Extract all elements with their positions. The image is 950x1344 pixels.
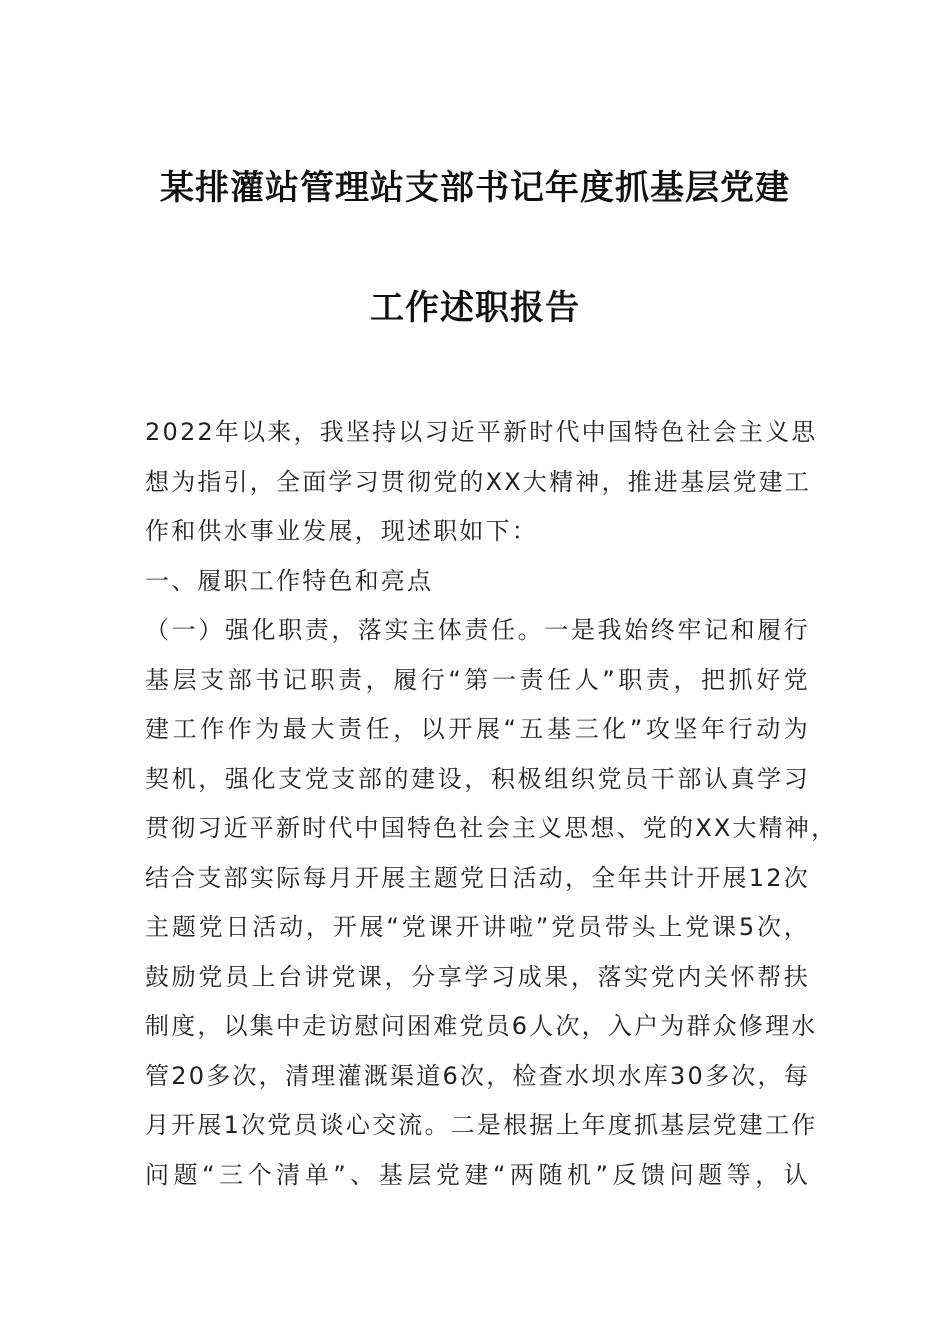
body-line: 结合支部实际每月开展主题党日活动，全年共计开展12次	[145, 863, 810, 892]
body-line: 制度，以集中走访慰问困难党员6人次，入户为群众修理水	[145, 1012, 818, 1040]
document-title-line-2: 工作述职报告	[370, 288, 580, 328]
body-line: （一）强化职责，落实主体责任。一是我始终牢记和履行	[145, 616, 810, 644]
body-line: 建工作作为最大责任，以开展“五基三化”攻坚年行动为	[145, 715, 810, 743]
body-line: 管20多次，清理灌溉渠道6次，检查水坝水库30多次，每	[145, 1061, 810, 1090]
body-line: 贯彻习近平新时代中国特色社会主义思想、党的XX大精神，	[145, 814, 838, 842]
body-line: 鼓励党员上台讲党课，分享学习成果，落实党内关怀帮扶	[145, 962, 810, 991]
body-line: 基层支部书记职责，履行“第一责任人”职责，把抓好党	[145, 665, 810, 694]
document-body	[145, 408, 838, 1200]
document-title-line-1: 某排灌站管理站支部书记年度抓基层党建	[160, 168, 790, 208]
body-line: 主题党日活动，开展“党课开讲啦”党员带头上党课5次，	[145, 913, 810, 941]
body-line: 问题“三个清单”、基层党建“两随机”反馈问题等，认	[145, 1160, 810, 1189]
body-line: 月开展1次党员谈心交流。二是根据上年度抓基层党建工作	[145, 1111, 818, 1139]
body-line: 想为指引，全面学习贯彻党的XX大精神，推进基层党建工	[145, 467, 812, 496]
body-line: 作和供水事业发展，现述职如下：	[145, 517, 538, 545]
body-line: 2022年以来，我坚持以习近平新时代中国特色社会主义思	[145, 418, 818, 446]
body-line: 契机，强化支党支部的建设，积极组织党员干部认真学习	[145, 764, 810, 793]
section-heading: 一、履职工作特色和亮点	[145, 566, 434, 595]
